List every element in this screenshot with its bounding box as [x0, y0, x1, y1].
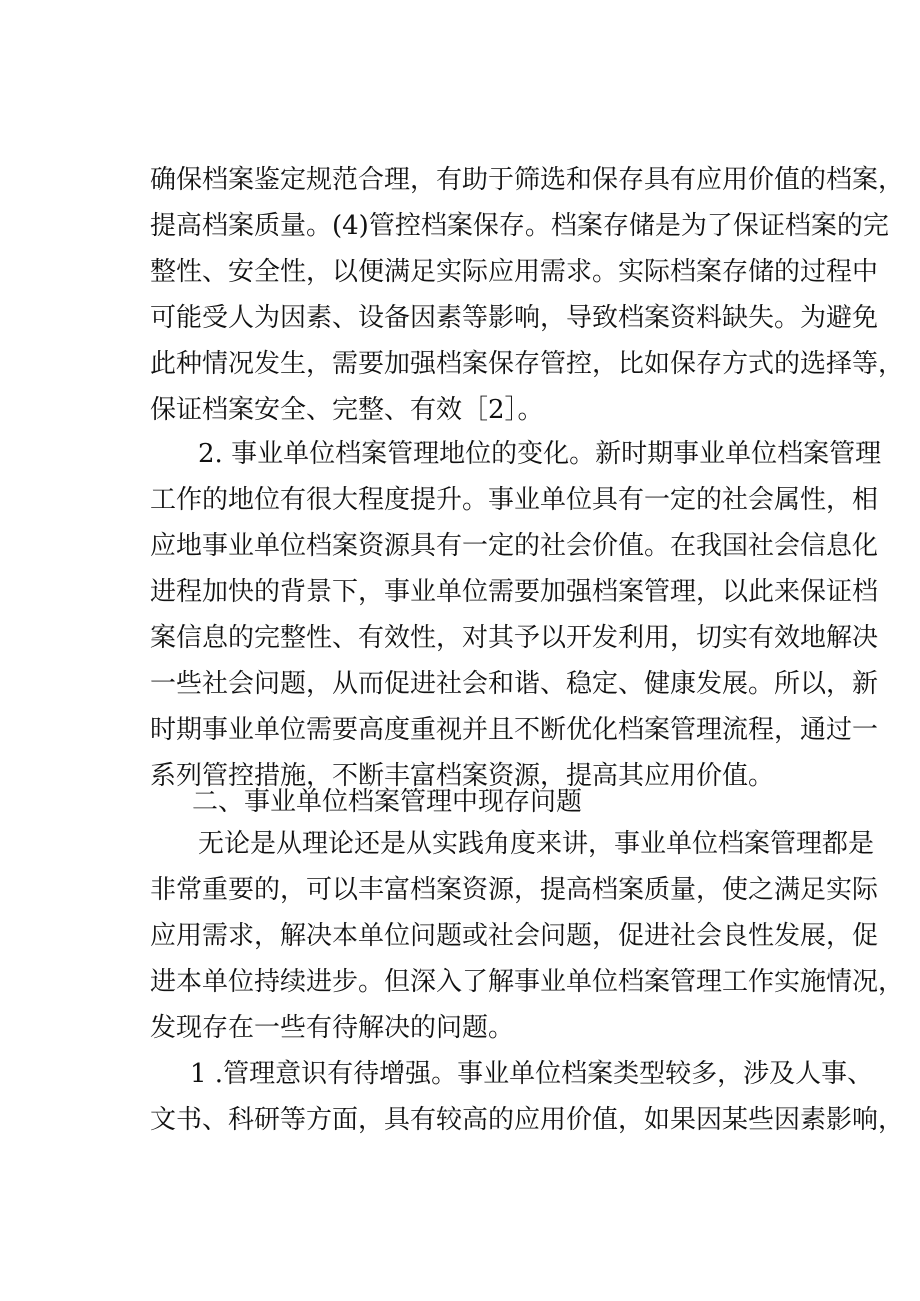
text-line: 提高档案质量。(4)管控档案保存。档案存储是为了保证档案的完	[150, 211, 889, 241]
text-line: 非常重要的，可以丰富档案资源，提高档案质量，使之满足实际	[150, 875, 879, 905]
text-line: 确保档案鉴定规范合理，有助于筛选和保存具有应用价值的档案，	[150, 165, 905, 195]
text-line: 保证档案安全、完整、有效［2］。	[150, 395, 544, 425]
text-line: 整性、安全性，以便满足实际应用需求。实际档案存储的过程中	[150, 257, 879, 287]
text-line: 工作的地位有很大程度提升。事业单位具有一定的社会属性，相	[150, 485, 879, 515]
text-line: 无论是从理论还是从实践角度来讲，事业单位档案管理都是	[198, 829, 875, 859]
text-line: 一些社会问题，从而促进社会和谐、稳定、健康发展。所以，新	[150, 669, 879, 699]
text-line: 此种情况发生，需要加强档案保存管控，比如保存方式的选择等，	[150, 349, 905, 379]
text-line: 可能受人为因素、设备因素等影响，导致档案资料缺失。为避免	[150, 303, 879, 333]
text-line: 发现存在一些有待解决的问题。	[150, 1013, 515, 1043]
text-line: 进程加快的背景下，事业单位需要加强档案管理，以此来保证档	[150, 577, 879, 607]
text-line: 系列管控措施，不断丰富档案资源，提高其应用价值。	[150, 761, 775, 791]
text-line: 1 .管理意识有待增强。事业单位档案类型较多，涉及人事、	[190, 1059, 874, 1089]
text-line: 时期事业单位需要高度重视并且不断优化档案管理流程，通过一	[150, 715, 879, 745]
text-line: 进本单位持续进步。但深入了解事业单位档案管理工作实施情况，	[150, 967, 905, 997]
text-line: 案信息的完整性、有效性，对其予以开发利用，切实有效地解决	[150, 623, 879, 653]
section-heading: 二、事业单位档案管理中现存问题	[192, 787, 583, 817]
text-line: 文书、科研等方面，具有较高的应用价值，如果因某些因素影响，	[150, 1105, 905, 1135]
text-line: 2. 事业单位档案管理地位的变化。新时期事业单位档案管理	[198, 439, 882, 469]
text-line: 应用需求，解决本单位问题或社会问题，促进社会良性发展，促	[150, 921, 879, 951]
text-line: 应地事业单位档案资源具有一定的社会价值。在我国社会信息化	[150, 531, 879, 561]
